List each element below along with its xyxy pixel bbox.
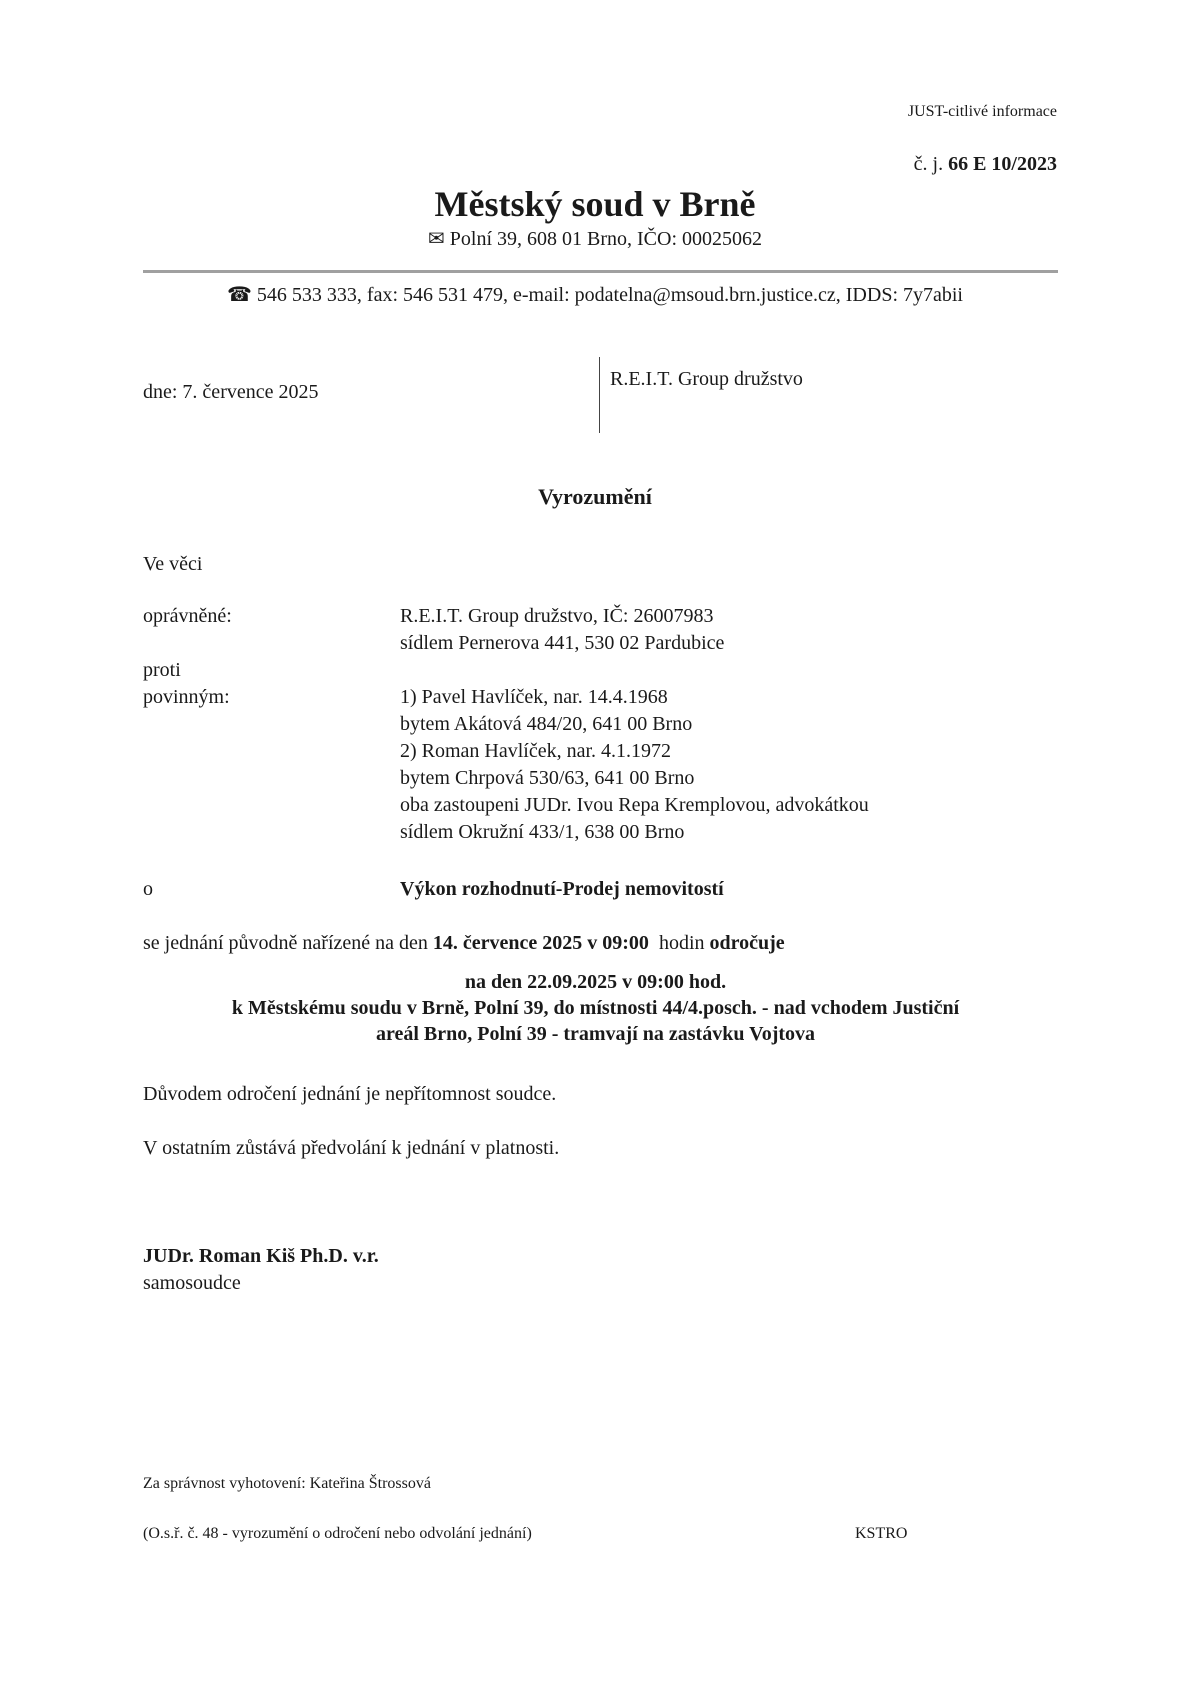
debtor-line: bytem Chrpová 530/63, 641 00 Brno — [400, 767, 695, 789]
subject-label: o — [143, 878, 153, 900]
creditor-label: oprávněné: — [143, 605, 232, 627]
document-date: dne: 7. července 2025 — [143, 381, 319, 403]
footer-correctness: Za správnost vyhotovení: Kateřina Štrossová — [143, 1475, 431, 1492]
judge-role: samosoudce — [143, 1272, 241, 1294]
court-contact: ☎ 546 533 333, fax: 546 531 479, e-mail: podatelna@msoud.brn.justice.cz, IDDS: 7y7abii — [227, 284, 963, 306]
debtor-line: 1) Pavel Havlíček, nar. 14.4.1968 — [400, 686, 668, 708]
subject-of-proceedings: Výkon rozhodnutí-Prodej nemovitostí — [400, 878, 724, 900]
footer-clerk-code: KSTRO — [855, 1525, 908, 1542]
judge-name: JUDr. Roman Kiš Ph.D. v.r. — [143, 1245, 379, 1267]
debtor-line: 2) Roman Havlíček, nar. 4.1.1972 — [400, 740, 672, 762]
debtor-line: bytem Akátová 484/20, 641 00 Brno — [400, 713, 693, 735]
debtor-line: sídlem Okružní 433/1, 638 00 Brno — [400, 821, 685, 843]
against-label: proti — [143, 659, 181, 681]
creditor-line: sídlem Pernerova 441, 530 02 Pardubice — [400, 632, 725, 654]
addressee-divider — [599, 357, 600, 433]
hearing-location-line: areál Brno, Polní 39 - tramvají na zastávku Vojtova — [375, 1023, 816, 1045]
hearing-postponement-text — [143, 932, 785, 955]
debtors-label: povinným: — [143, 686, 230, 708]
classification-label: JUST-citlivé informace — [907, 103, 1057, 120]
hearing-middle-text: hodin — [648, 932, 710, 954]
remainder-note: V ostatním zůstává předvolání k jednání v platnosti. — [143, 1137, 560, 1159]
postponement-reason: Důvodem odročení jednání je nepřítomnost soudce. — [143, 1083, 557, 1105]
case-reference — [914, 153, 1057, 176]
case-ref-prefix: č. j. — [913, 153, 944, 175]
debtor-line: oba zastoupeni JUDr. Ivou Repa Kremplovou, advokátkou — [400, 794, 869, 816]
court-name: Městský soud v Brně — [434, 184, 756, 224]
hearing-location-line: k Městskému soudu v Brně, Polní 39, do místnosti 44/4.posch. - nad vchodem Justiční — [231, 997, 960, 1019]
case-ref-number: 66 E 10/2023 — [948, 153, 1057, 175]
postponement-action: odročuje — [709, 932, 785, 954]
addressee: R.E.I.T. Group družstvo — [610, 368, 803, 390]
header-divider — [143, 270, 1058, 273]
in-matter-label: Ve věci — [143, 553, 203, 575]
document-title: Vyrozumění — [538, 484, 652, 509]
new-hearing-date: na den 22.09.2025 v 09:00 hod. — [464, 971, 727, 993]
court-address: ✉ Polní 39, 608 01 Brno, IČO: 00025062 — [428, 228, 762, 250]
hearing-intro-text: se jednání původně nařízené na den — [143, 932, 433, 954]
creditor-line: R.E.I.T. Group družstvo, IČ: 26007983 — [400, 605, 714, 627]
original-hearing-date: 14. července 2025 v 09:00 — [432, 932, 649, 954]
footer-provision: (O.s.ř. č. 48 - vyrozumění o odročení nebo odvolání jednání) — [143, 1525, 532, 1542]
